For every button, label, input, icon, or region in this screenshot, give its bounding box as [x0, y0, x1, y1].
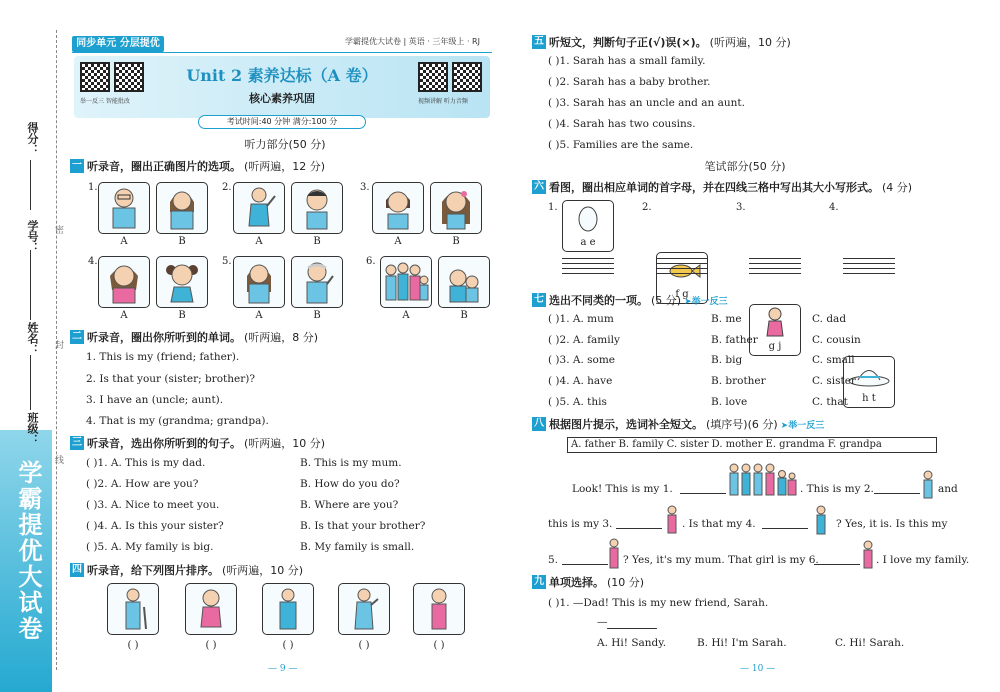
cut-mark-feng: 封	[53, 340, 63, 349]
section-title-text: 单项选择。	[549, 576, 604, 589]
section-number: 九	[534, 576, 544, 587]
answer-option[interactable]: B. This is my mum.	[300, 457, 402, 469]
qr-caption: 视频讲解 听力音频	[418, 98, 468, 105]
picture-option[interactable]	[233, 256, 285, 308]
score-line	[30, 160, 31, 210]
letter-choices[interactable]: h t	[862, 393, 876, 404]
item-number: 1.	[88, 182, 98, 193]
answer-option[interactable]: B. father	[711, 334, 758, 346]
section-title-text: 选出不同类的一项。	[549, 294, 648, 307]
answer-blank[interactable]	[607, 619, 657, 629]
extension-link[interactable]: ➤举一反三	[780, 420, 825, 431]
binding-cut-line	[56, 30, 57, 670]
question-line[interactable]: ( )4. A. have	[548, 375, 613, 387]
passage-text: . Is that my 4.	[682, 518, 756, 530]
section-number: 七	[534, 294, 544, 305]
question-line[interactable]: 3. I have an (uncle; aunt).	[86, 394, 224, 406]
question-line[interactable]: ( )5. Families are the same.	[548, 139, 694, 151]
answer-option[interactable]: C. that	[812, 396, 848, 408]
section-5-title	[532, 34, 791, 50]
section-title-text: 看图，圈出相应单词的首字母，并在四线三格中写出其大小写形式。	[549, 181, 879, 194]
picture-card-egg	[562, 200, 614, 252]
answer-option[interactable]: C. Hi! Sarah.	[835, 637, 905, 649]
question-line[interactable]: ( )2. Sarah has a baby brother.	[548, 76, 711, 88]
series-title: 学霸提优大试卷 | 英语 · 三年级上 · RJ	[345, 37, 480, 46]
order-blank[interactable]: ( )	[282, 640, 294, 651]
cut-mark-mi: 密	[53, 225, 63, 234]
page-number: — 10 —	[740, 664, 776, 674]
section-number: 四	[72, 564, 82, 575]
passage-text: . This is my 2.	[800, 483, 874, 495]
picture-option[interactable]	[372, 182, 424, 234]
qr-code-icon[interactable]	[418, 62, 448, 92]
mother-figure	[608, 538, 620, 570]
student-id-line	[30, 250, 31, 320]
father-figure	[814, 505, 828, 535]
answer-option[interactable]: C. dad	[812, 313, 847, 325]
passage-text: Look! This is my 1.	[572, 483, 673, 495]
girl-figure	[862, 540, 874, 570]
item-number: 5.	[222, 256, 232, 267]
qr-code-icon[interactable]	[80, 62, 110, 92]
section-note: (10 分)	[607, 576, 645, 589]
answer-option[interactable]: A. Hi! Sandy.	[597, 637, 667, 649]
question-line[interactable]: 4. That is my (grandma; grandpa).	[86, 415, 269, 427]
answer-option[interactable]: B. brother	[711, 375, 766, 387]
student-id-label: 学号：	[26, 220, 39, 253]
picture-card	[185, 583, 237, 635]
section-note: (填序号)(6 分)	[706, 418, 778, 431]
answer-option[interactable]: B. How do you do?	[300, 478, 400, 490]
question-line[interactable]: ( )1. A. This is my dad.	[86, 457, 206, 469]
four-line-grid[interactable]	[749, 258, 801, 280]
answer-blank[interactable]	[762, 519, 808, 529]
qr-caption: 举一反三 智能批改	[80, 98, 130, 105]
question-line[interactable]: ( )3. Sarah has an uncle and an aunt.	[548, 97, 745, 109]
answer-option[interactable]: B. My family is small.	[300, 541, 415, 553]
question-line[interactable]: ( )4. Sarah has two cousins.	[548, 118, 696, 130]
section-8-title	[532, 416, 824, 432]
option-label: B	[313, 310, 321, 321]
exam-meta: 考试时间:40 分钟 满分:100 分	[198, 115, 366, 129]
page-number: — 9 —	[268, 664, 298, 674]
answer-option[interactable]: C. cousin	[812, 334, 861, 346]
passage-text: ? Yes, it's my mum. That girl is my 6.	[623, 554, 819, 566]
option-label: A	[120, 310, 128, 321]
picture-card-girl	[749, 304, 801, 356]
picture-option[interactable]	[98, 182, 150, 234]
section-note: (听两遍，8 分)	[244, 331, 319, 344]
section-number: 五	[534, 36, 544, 47]
name-line	[30, 355, 31, 410]
picture-option[interactable]	[438, 256, 490, 308]
section-6-title	[532, 179, 912, 195]
section-2-title	[70, 329, 318, 345]
spine-title: 学霸提优大试卷	[14, 460, 42, 642]
section-1-title	[70, 158, 325, 174]
section-note: (听两遍，12 分)	[244, 160, 326, 173]
extension-link[interactable]: ➤举一反三	[684, 296, 728, 307]
section-title-text: 听录音，选出你所听到的句子。	[87, 437, 241, 450]
item-number: 2.	[642, 202, 652, 213]
question-line[interactable]: ( )4. A. Is this your sister?	[86, 520, 224, 532]
order-blank[interactable]: ( )	[127, 640, 139, 651]
section-number: 二	[72, 331, 82, 342]
item-number: 1.	[548, 202, 558, 213]
letter-choices[interactable]: f g	[675, 289, 689, 300]
picture-option[interactable]	[233, 182, 285, 234]
section-note: (听两遍，10 分)	[222, 564, 304, 577]
word-bank: A. father B. family C. sister D. mother E. grandma F. grandpa	[567, 437, 937, 453]
passage-text: ? Yes, it is. Is this my	[836, 518, 948, 530]
item-number: 2.	[222, 182, 232, 193]
grandpa-figure	[922, 470, 934, 500]
four-line-grid[interactable]	[843, 258, 895, 280]
option-label: A	[402, 310, 410, 321]
section-number: 一	[72, 160, 82, 171]
family-picture	[726, 462, 798, 498]
passage-text: this is my 3.	[548, 518, 613, 530]
answer-option[interactable]: B. me	[711, 313, 742, 325]
four-line-grid[interactable]	[656, 258, 708, 280]
question-line[interactable]: ( )1. A. mum	[548, 313, 614, 325]
question-line[interactable]: ( )3. A. Nice to meet you.	[86, 499, 220, 511]
picture-option[interactable]	[430, 182, 482, 234]
section-title-text: 根据图片提示，选词补全短文。	[549, 418, 703, 431]
answer-blank[interactable]	[814, 555, 860, 565]
answer-blank[interactable]	[616, 519, 662, 529]
section-number: 六	[534, 181, 544, 192]
question-line[interactable]: ( )5. A. My family is big.	[86, 541, 214, 553]
passage-text: and	[938, 483, 958, 495]
section-title-text: 听录音，圈出你所听到的单词。	[87, 331, 241, 344]
section-3-title	[70, 435, 325, 451]
picture-option[interactable]	[291, 182, 343, 234]
sister-figure	[666, 505, 678, 535]
option-label: A	[255, 236, 263, 247]
section-note: (听两遍，10 分)	[709, 36, 791, 49]
answer-blank[interactable]	[680, 484, 726, 494]
question-line[interactable]: ( )1. —Dad! This is my new friend, Sarah.	[548, 597, 769, 609]
picture-card	[413, 583, 465, 635]
item-number: 6.	[366, 256, 376, 267]
qr-code-icon[interactable]	[114, 62, 144, 92]
answer-blank[interactable]	[562, 555, 608, 565]
class-label: 班级：	[26, 412, 39, 445]
answer-option[interactable]: B. love	[711, 396, 748, 408]
order-blank[interactable]: ( )	[358, 640, 370, 651]
header-rule	[72, 52, 492, 53]
section-number: 八	[534, 418, 544, 429]
item-number: 4.	[829, 202, 839, 213]
order-blank[interactable]: ( )	[433, 640, 445, 651]
letter-choices[interactable]: a e	[580, 237, 596, 248]
option-label: B	[313, 236, 321, 247]
cut-mark-xian: 线	[53, 455, 63, 464]
letter-choices[interactable]: g j	[768, 341, 782, 352]
section-note: (4 分)	[882, 181, 913, 194]
answer-option[interactable]: B. Where are you?	[300, 499, 399, 511]
item-number: 4.	[88, 256, 98, 267]
name-label: 姓名：	[26, 322, 39, 355]
order-blank[interactable]: ( )	[205, 640, 217, 651]
question-line[interactable]: ( )1. Sarah has a small family.	[548, 55, 706, 67]
picture-card	[262, 583, 314, 635]
section-7-title	[532, 292, 728, 308]
option-label: B	[178, 236, 186, 247]
answer-option[interactable]: B. big	[711, 354, 743, 366]
picture-card	[338, 583, 390, 635]
section-9-title	[532, 574, 644, 590]
option-label: A	[255, 310, 263, 321]
item-number: 3.	[360, 182, 370, 193]
answer-option[interactable]: B. Is that your brother?	[300, 520, 426, 532]
section-4-title	[70, 562, 303, 578]
qr-code-icon[interactable]	[452, 62, 482, 92]
answer-option[interactable]: C. sister	[812, 375, 856, 387]
four-line-grid[interactable]	[562, 258, 614, 280]
question-line[interactable]: ( )2. A. How are you?	[86, 478, 199, 490]
section-title-text: 听短文，判断句子正(√)误(×)。	[549, 36, 707, 49]
section-note: (5 分)	[651, 294, 682, 307]
question-line[interactable]: ( )3. A. some	[548, 354, 616, 366]
section-title-text: 听录音，圈出正确图片的选项。	[87, 160, 241, 173]
answer-option[interactable]: B. Hi! I'm Sarah.	[697, 637, 787, 649]
passage-text: . I love my family.	[876, 554, 970, 566]
series-tag: 同步单元 分层提优	[72, 36, 164, 52]
question-line[interactable]: 1. This is my (friend; father).	[86, 351, 240, 363]
question-line[interactable]: 2. Is that your (sister; brother)?	[86, 373, 255, 385]
unit-subtitle: 核心素养巩固	[249, 92, 315, 105]
option-label: B	[460, 310, 468, 321]
picture-option[interactable]	[380, 256, 432, 308]
score-label: 得分：	[26, 122, 39, 155]
question-line[interactable]: ( )5. A. this	[548, 396, 607, 408]
dialogue-dash: —	[597, 616, 608, 628]
picture-option[interactable]	[98, 256, 150, 308]
option-label: A	[120, 236, 128, 247]
section-note: (听两遍，10 分)	[244, 437, 326, 450]
item-number: 3.	[736, 202, 746, 213]
writing-heading: 笔试部分(50 分)	[704, 160, 786, 173]
picture-option[interactable]	[156, 256, 208, 308]
passage-text: 5.	[548, 554, 559, 566]
question-line[interactable]: ( )2. A. family	[548, 334, 620, 346]
option-label: B	[452, 236, 460, 247]
answer-blank[interactable]	[874, 484, 920, 494]
picture-card	[107, 583, 159, 635]
listening-heading: 听力部分(50 分)	[244, 138, 326, 151]
unit-title: Unit 2 素养达标（A 卷）	[186, 66, 378, 85]
picture-option[interactable]	[291, 256, 343, 308]
answer-option[interactable]: C. small	[812, 354, 855, 366]
picture-option[interactable]	[156, 182, 208, 234]
section-title-text: 听录音，给下列图片排序。	[87, 564, 219, 577]
option-label: A	[394, 236, 402, 247]
option-label: B	[178, 310, 186, 321]
section-number: 三	[72, 437, 82, 448]
